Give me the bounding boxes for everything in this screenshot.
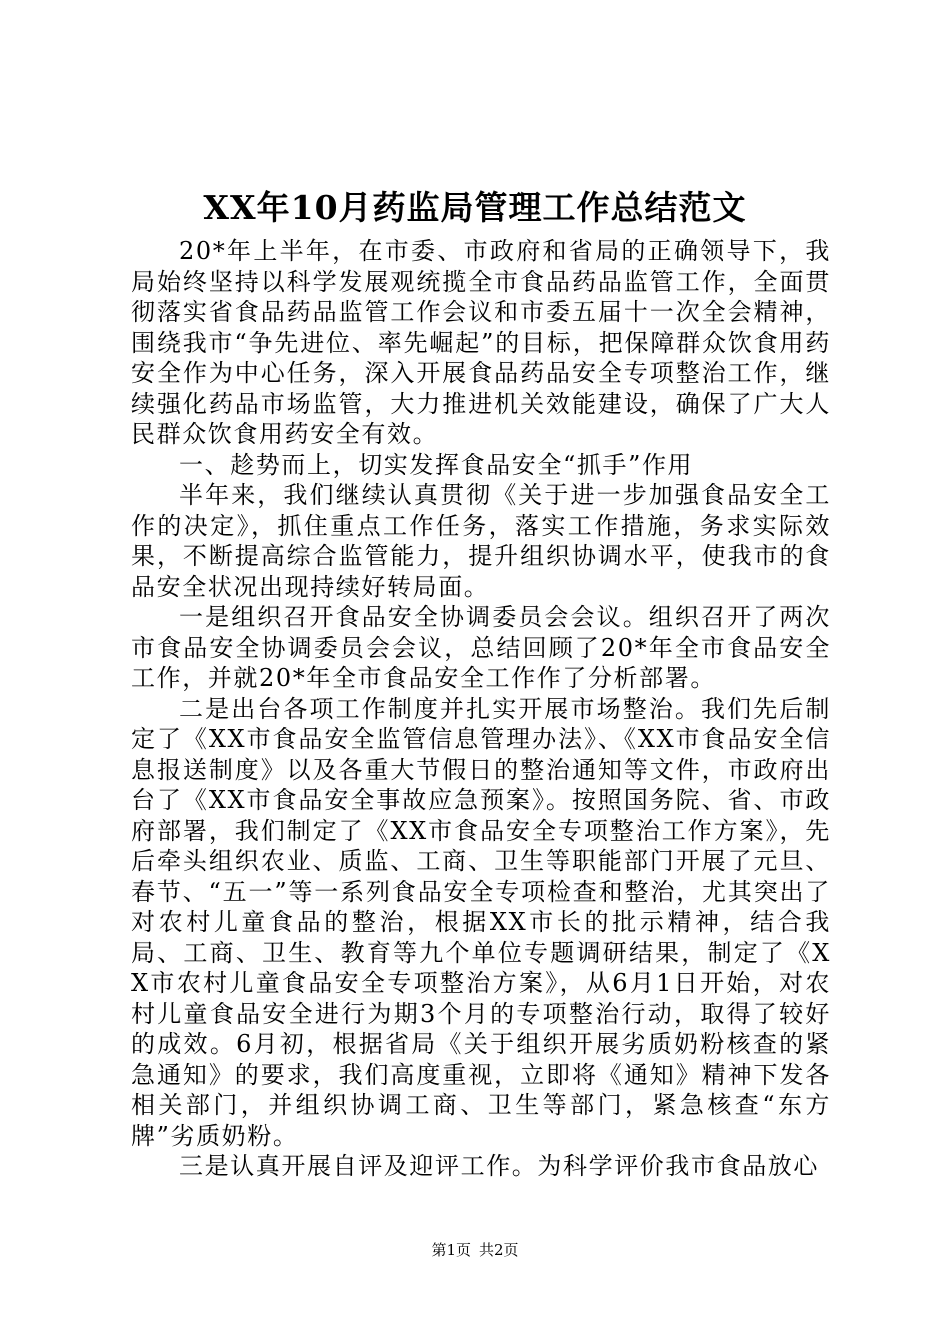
paragraph-item-one: 一是组织召开食品安全协调委员会会议。组织召开了两次市食品安全协调委员会会议，总结回顾了20*年全市食品安全工作，并就20*年全市食品安全工作作了分析部署。 <box>131 603 831 692</box>
document-title: XX年10月药监局管理工作总结范文 <box>203 188 747 227</box>
page-footer <box>0 1240 950 1260</box>
paragraph-intro: 20*年上半年，在市委、市政府和省局的正确领导下，我局始终坚持以科学发展观统揽全市食品药品监管工作，全面贯彻落实省食品药品监管工作会议和市委五届十一次全会精神，围绕我市“争先进位、率先崛起”的目标，把保障群众饮食用药安全作为中心任务，深入开展食品药品安全专项整治工作，继续强化药品市场监管，大力推进机关效能建设，确保了广大人民群众饮食用药安全有效。 <box>131 237 831 448</box>
page-total: 共2页 <box>479 1241 519 1259</box>
paragraph-summary: 半年来，我们继续认真贯彻《关于进一步加强食品安全工作的决定》，抓住重点工作任务，落实工作措施，务求实际效果，不断提高综合监管能力，提升组织协调水平，使我市的食品安全状况出现持续好转局面。 <box>131 481 831 601</box>
page-number: 第1页 <box>431 1241 471 1259</box>
paragraph-item-two: 二是出台各项工作制度并扎实开展市场整治。我们先后制定了《XX市食品安全监管信息管理办法》、《XX市食品安全信息报送制度》以及各重大节假日的整治通知等文件，市政府出台了《XX市食品安全事故应急预案》。按照国务院、省、市政府部署，我们制定了《XX市食品安全专项整治工作方案》，先后牵头组织农业、质监、工商、卫生等职能部门开展了元旦、春节、“五一”等一系列食品安全专项检查和整治，尤其突出了对农村儿童食品的整治，根据XX市长的批示精神，结合我局、工商、卫生、教育等九个单位专题调研结果，制定了《XX市农村儿童食品安全专项整治方案》，从6月1日开始，对农村儿童食品安全进行为期3个月的专项整治行动，取得了较好的成效。6月初，根据省局《关于组织开展劣质奶粉核查的紧急通知》的要求，我们高度重视，立即将《通知》精神下发各相关部门，并组织协调工商、卫生等部门，紧急核查“东方牌”劣质奶粉。 <box>131 694 831 1150</box>
document-body <box>131 236 831 1182</box>
section-heading: 一、趁势而上，切实发挥食品安全“抓手”作用 <box>179 450 694 479</box>
paragraph-item-three: 三是认真开展自评及迎评工作。为科学评价我市食品放心 <box>179 1152 819 1180</box>
